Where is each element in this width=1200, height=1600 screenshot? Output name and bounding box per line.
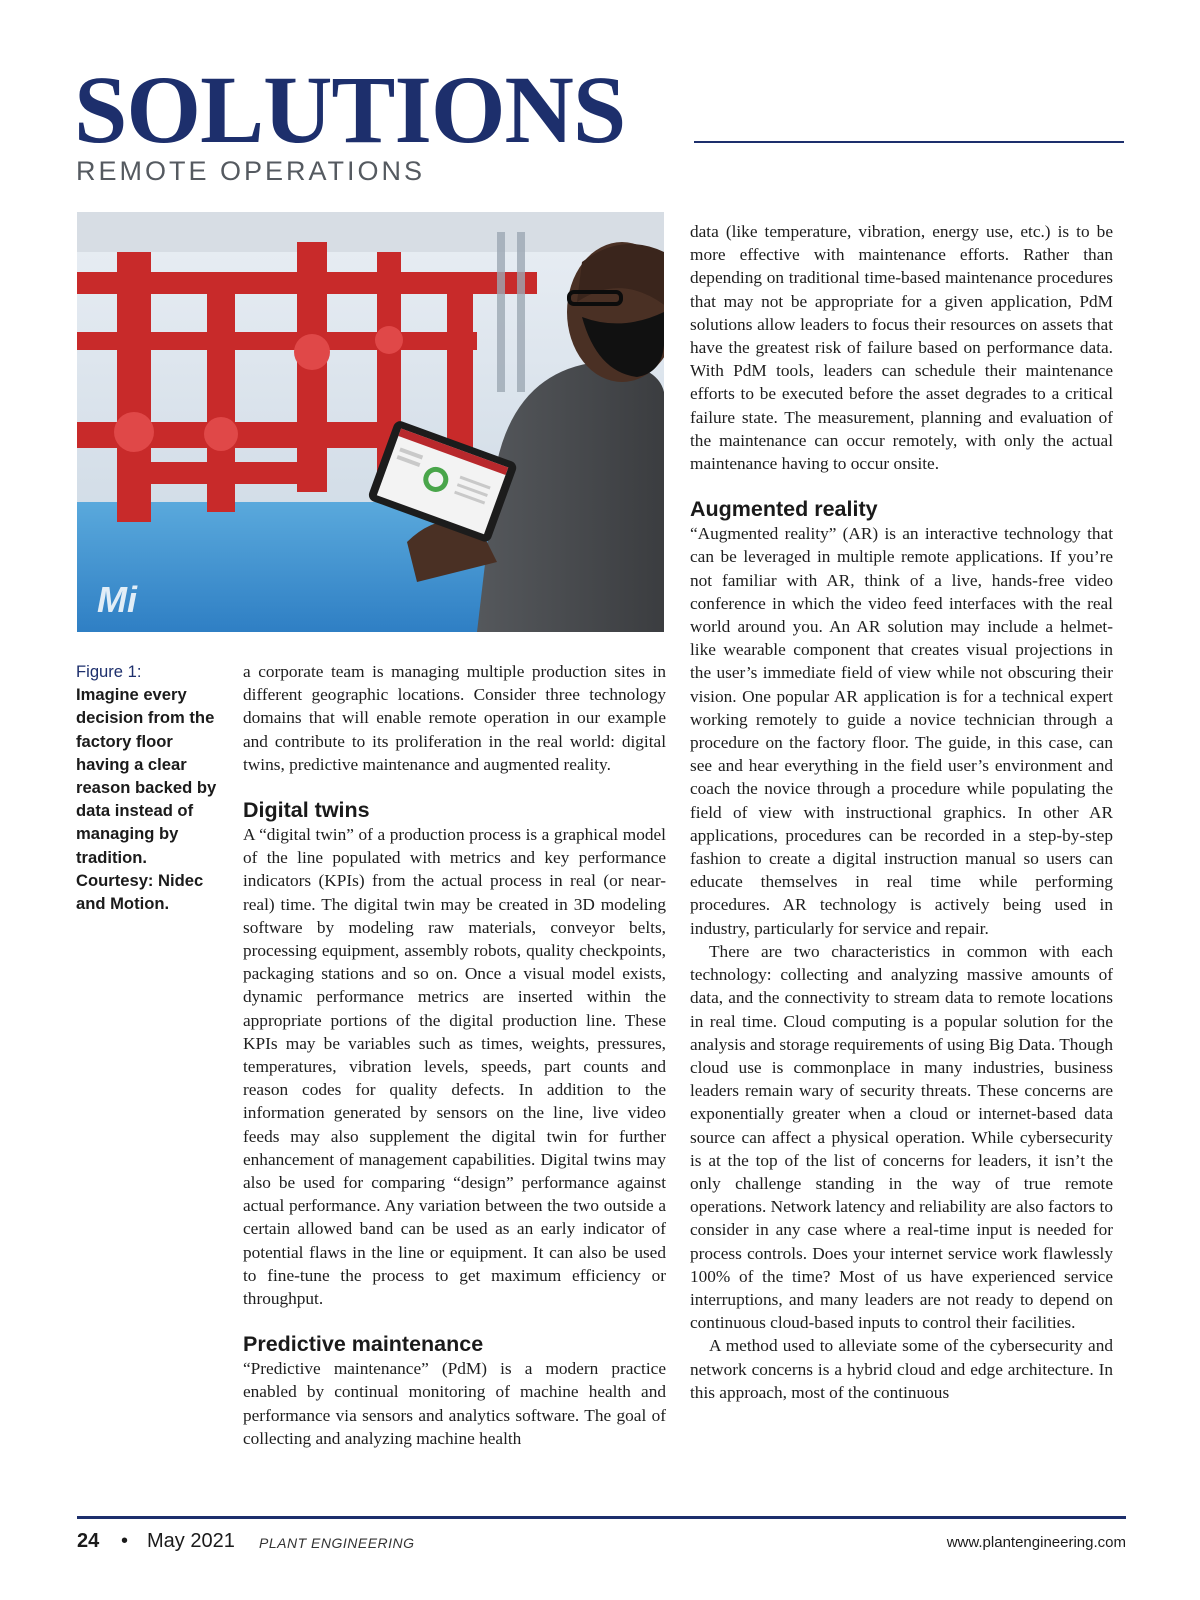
pdm-continued-paragraph: data (like temperature, vibration, energy use, etc.) is to be more effective with maintenance efforts. Rather than depending on traditional time-based maintenance procedures that may not be appropriate for a given application, PdM solutions allow leaders to focus their resources on assets that have the greatest risk of failure based on performance data. With PdM tools, leaders can schedule their maintenance efforts to be executed before the asset degrades to a critical failure state. The measurement, planning and evaluation of the maintenance can occur remotely, with only the actual maintenance having to occur onsite. bbox=[690, 222, 1113, 474]
predictive-maintenance-paragraph: “Predictive maintenance” (PdM) is a modern practice enabled by continual monitoring of machine health and performance via sensors and analytics software. The goal of collecting and analyzing machine health bbox=[243, 1359, 666, 1448]
section-title: SOLUTIONS bbox=[74, 56, 626, 163]
right-column bbox=[690, 220, 1113, 1404]
caption-text: Imagine every decision from the factory floor having a clear reason backed by data instead of managing by tradition. Courtesy: Nidec and Motion. bbox=[76, 685, 217, 914]
intro-paragraph: a corporate team is managing multiple production sites in different geographic locations. Consider three technology domains that will enable remote operation in our example and contribute to its proliferation in the real world: digital twins, predictive maintenance and augmented reality. bbox=[243, 662, 666, 774]
figure-caption bbox=[76, 660, 226, 915]
predictive-maintenance-heading: Predictive maintenance bbox=[243, 1332, 484, 1357]
publication-name: PLANT ENGINEERING bbox=[259, 1535, 415, 1551]
section-subtitle: REMOTE OPERATIONS bbox=[76, 156, 426, 186]
augmented-reality-paragraph: “Augmented reality” (AR) is an interactive technology that can be leveraged in multiple remote applications. If you’re not familiar with AR, think of a live, hands-free video conference in which the video feed interfaces with the real world around you. An AR solution may include a helmet-like wearable component that creates visual projections in the user’s immediate field of view while not obscuring their vision. One popular AR application is for a technical expert working remotely to guide a novice technician through a procedure on the factory floor. The guide, in this case, can see and hear everything in the field user’s environment and coach the novice through a procedure while populating the field of view with instructional graphics. In other AR applications, procedures can be recorded in a step-by-step fashion to create a digital instruction manual so users can educate themselves in real time while performing procedures. AR technology is actively being used in industry, particularly for service and repair. bbox=[690, 524, 1113, 938]
hybrid-architecture-paragraph: A method used to alleviate some of the cybersecurity and network concerns is a hybrid cloud and edge architecture. In this approach, most of the continuous bbox=[690, 1336, 1113, 1402]
figure-photo bbox=[77, 212, 664, 632]
title-rule bbox=[694, 141, 1124, 143]
factory-photo-illustration bbox=[77, 212, 664, 632]
caption-label: Figure 1: bbox=[76, 662, 142, 681]
website-url: www.plantengineering.com bbox=[946, 1534, 1126, 1551]
augmented-reality-heading: Augmented reality bbox=[690, 497, 878, 522]
digital-twins-heading: Digital twins bbox=[243, 798, 370, 823]
page-number: 24 bbox=[77, 1530, 100, 1552]
footer-bullet: • bbox=[121, 1530, 129, 1552]
mi-logo: Mi bbox=[97, 579, 137, 620]
characteristics-paragraph: There are two characteristics in common with each technology: collecting and analyzing massive amounts of data, and the connectivity to stream data to remote locations in real time. Cloud computing is a popular solution for the analysis and storage requirements of using Big Data. Though cloud use is commonplace in many industries, business leaders remain wary of security threats. These concerns are exponentially greater when a cloud or internet-based data source can affect a physical operation. While cybersecurity is at the top of the list of concerns for leaders, it isn’t the only challenge standing in the way of true remote operations. Network latency and reliability are also factors to consider in any case where a real-time input is needed for process controls. Does your internet service work flawlessly 100% of the time? Most of us have experienced service interruptions, and many leaders are not ready to depend on continuous cloud-based inputs to control their facilities. bbox=[690, 941, 1113, 1333]
footer-rule bbox=[77, 1516, 1126, 1519]
middle-column bbox=[243, 660, 666, 1450]
digital-twins-paragraph: A “digital twin” of a production process is a graphical model of the line populated with metrics and key performance indicators (KPIs) from the actual process in real (or near-real) time. The digital twin may be created in 3D modeling software by modeling raw materials, conveyor belts, processing equipment, assembly robots, quality checkpoints, packaging stations and so on. Once a visual model exists, dynamic performance metrics are inserted within the appropriate portions of the digital production line. These KPIs may be variables such as times, weights, pressures, temperatures, vibration levels, speeds, part counts and reason codes for quality defects. In addition to the information generated by sensors on the line, live video feeds may also supplement the digital twin for further enhancement of management capabilities. Digital twins may also be used for comparing “design” performance against actual performance. Any variation between the two outside a certain allowed band can be used as an early indicator of potential flaws in the line or equipment. It can also be used to fine-tune the process to get maximum efficiency or throughput. bbox=[243, 825, 666, 1309]
page-footer bbox=[77, 1530, 1126, 1560]
issue-date: May 2021 bbox=[147, 1530, 235, 1552]
